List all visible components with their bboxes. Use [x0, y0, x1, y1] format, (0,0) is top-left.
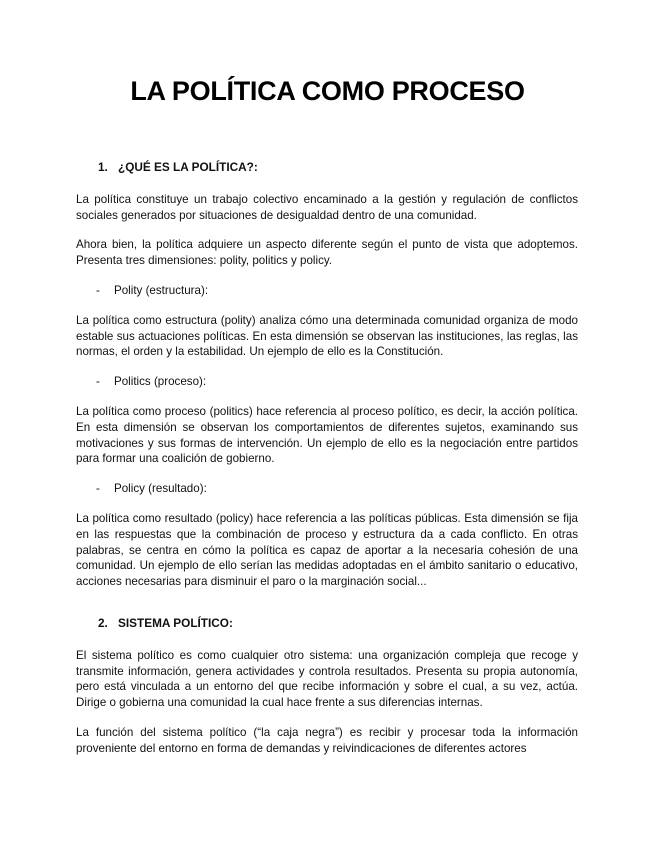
bullet-dash: - [96, 375, 100, 389]
section-heading-2 [98, 616, 578, 632]
paragraph: El sistema político es como cualquier otro sistema: una organización compleja que recoge y transmite información, genera actividades y controla resultados. Presenta su propia autonomía, pero está vinculada a un entorno del que recibe información y sobre el cual, a su vez, actúa. Dirige o gobierna una comunidad la cual hace frente a sus diferencias internas. [76, 648, 578, 710]
bullet-dash: - [96, 482, 100, 496]
section-heading-text: ¿QUÉ ES LA POLÍTICA?: [118, 160, 258, 174]
bullet-item [96, 481, 578, 497]
section-number: 1. [98, 160, 108, 174]
bullet-text: Politics (proceso): [114, 375, 207, 389]
section-heading-text: SISTEMA POLÍTICO: [118, 615, 233, 630]
paragraph: La política como estructura (polity) analiza cómo una determinada comunidad organiza de modo estable sus actuaciones políticas. En esta dimensión se observan las instituciones, las reglas, las normas, el orden y la estabilidad. Un ejemplo de ello es la Constitución. [76, 313, 578, 359]
paragraph: La política como proceso (politics) hace referencia al proceso político, es decir, la acción política. En esta dimensión se observan los comportamientos de diferentes sujetos, examinando sus motivaciones y sus formas de intervención. Un ejemplo de ello es la negociación entre partidos para formar una coalición de gobierno. [76, 404, 578, 466]
section-heading-1 [98, 160, 578, 176]
bullet-item [96, 283, 578, 299]
paragraph: La política como resultado (policy) hace referencia a las políticas públicas. Esta dimensión se fija en las respuestas que la combinación de proceso y estructura da a cada conflicto. En otras palabras, se centra en cómo la política es capaz de aportar a la necesaria cohesión de una comunidad. Un ejemplo de ello serían las medidas adoptadas en el ámbito sanitario o educativo, acciones necesarias para disminuir el paro o la marginación social... [76, 511, 578, 589]
page-title: LA POLÍTICA COMO PROCESO [130, 76, 525, 106]
bullet-dash: - [96, 283, 100, 297]
paragraph: La función del sistema político (“la caja negra”) es recibir y procesar toda la información proveniente del entorno en forma de demandas y reivindicaciones de diferentes actores [76, 725, 578, 755]
section-gap [76, 604, 578, 616]
paragraph: La política constituye un trabajo colectivo encaminado a la gestión y regulación de conflictos sociales generados por situaciones de desigualdad dentro de una comunidad. [76, 192, 578, 222]
document-body [76, 160, 578, 771]
paragraph: Ahora bien, la política adquiere un aspecto diferente según el punto de vista que adoptemos. Presenta tres dimensiones: polity, politics y policy. [76, 238, 578, 268]
section-number: 2. [98, 615, 108, 630]
bullet-text: Polity (estructura): [114, 283, 209, 297]
bullet-item [96, 374, 578, 390]
bullet-text: Policy (resultado): [114, 482, 207, 496]
